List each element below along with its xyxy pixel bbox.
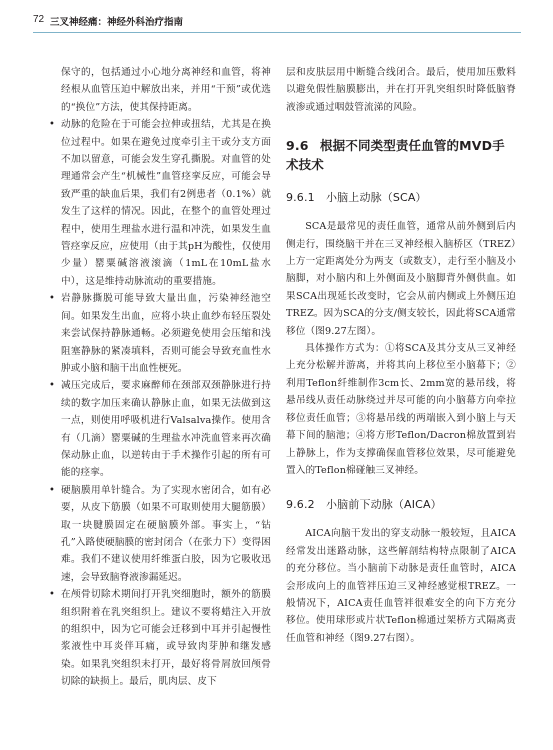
bullet-dot-icon: • (49, 484, 56, 496)
continued-paragraph: 层和皮肤层用中断缝合线闭合。最后，使用加压敷料以避免假性脑膜膨出，并在打开乳突组织时降低脑脊液渗或通过咽鼓管流涕的风险。 (286, 67, 516, 113)
bullet-item (49, 377, 271, 481)
bullet-text: 岩静脉撕脱可能导致大量出血，污染神经池空间。如果发生出血，应将小块止血纱布轻压裂处来尝试保持静脉通畅。必须避免使用会压缩和浅阻塞静脉的紧凑填料，否则可能会导致充血性水肿或小脑和脑干出血性梗死。 (61, 293, 271, 374)
bullet-dot-icon: • (49, 380, 56, 392)
section-number: 9.6 (286, 138, 309, 154)
bullet-text: 在颅骨切除术期间打开乳突细胞时，额外的筋膜组织附着在乳突组织上。建议不要将蜡注入开放的组织中，因为它可能会迁移到中耳并引起慢性浆液性中耳炎伴耳痛，或导致肉芽肿和继发感染。如果乳突组织未打开，最好将骨屑放回颅骨切除的缺损上。最后，肌肉层、皮下 (61, 589, 271, 688)
bullet-dot-icon: • (49, 589, 56, 601)
section-heading (286, 136, 516, 174)
subsection-heading (286, 190, 516, 206)
bullet-dot-icon: • (49, 119, 56, 131)
bullet-text: 硬脑膜用单针缝合。为了实现水密闭合，如有必要，从皮下筋膜（如果不可取则使用大腿筋膜）取一块腱膜固定在硬脑膜外部。事实上，“钻孔”入路使硬脑膜的密封闭合（在张力下）变得困难。我们不建议使用纤维蛋白胶，因为它吸收迅速，会导致脑脊液渗漏延迟。 (61, 484, 271, 583)
subsection-number: 9.6.1 (286, 191, 315, 205)
right-column (286, 64, 516, 647)
running-title: 三叉神经痛：神经外科治疗指南 (50, 17, 184, 28)
bullet-item (49, 290, 271, 377)
running-header (0, 0, 553, 40)
subsection-number: 9.6.2 (286, 498, 315, 512)
bullet-dot-icon: • (49, 293, 56, 305)
bullet-item (49, 586, 271, 690)
subsection-heading (286, 497, 516, 513)
page-number: 72 (33, 14, 45, 25)
body-paragraph: SCA是最常见的责任血管，通常从前外侧到后内侧走行，围绕脑干并在三叉神经根入脑桥区（TREZ）上方一定距离处分为两支（或数支），走行至小脑及小脑脚，对小脑内和上外侧面及小脑脚背外侧供血。如果SCA出现延长改变时，它会从前内侧或上外侧压迫TREZ。因为SCA的分支/侧支较长，因此将SCA通常移位（图9.27左图）。 (286, 221, 516, 337)
intro-paragraph: 保守的，包括通过小心地分离神经和血管，将神经根从血管压迫中解放出来，并用“干预”或优选的“换位”方法，使其保持距离。 (61, 67, 271, 113)
section-title: 根据不同类型责任血管的MVD手术技术 (286, 138, 505, 173)
bullet-item (49, 116, 271, 290)
subsection-title: 小脑前下动脉（AICA） (326, 498, 442, 512)
bullet-text: 减压完成后，要求麻醉师在颈部双颈静脉进行持续的数字加压来确认静脉止血，如果无法做到这一点，则使用呼吸机进行Valsalva操作。使用含有（几滴）罂粟碱的生理盐水冲洗血管来再次确保动脉止血，以逆转由于手术操作引起的所有可能的痉挛。 (61, 380, 271, 479)
bullet-text: 动脉的危险在于可能会拉伸或扭结，尤其是在换位过程中。如果在避免过度牵引主干或分支方面不加以留意，可能会发生穿孔撕脱。对血管的处理通常会产生“机械性”血管痉挛反应，可能会导致严重的缺血后果，我们有2例患者（0.1%）就发生了这样的情况。因此，在整个的血管处理过程中，使用生理盐水进行温和冲洗，如果发生血管痉挛反应，应使用（由于其pH为酸性，仅使用少量）罂粟碱溶液滚滴（1mL在10mL盐水中），这是维持动脉流动的重要措施。 (61, 119, 271, 287)
bullet-item (49, 482, 271, 586)
left-column (49, 64, 271, 691)
body-paragraph: AICA向脑干发出的穿支动脉一般较短，且AICA经常发出迷路动脉，这些解剖结构特点限制了AICA的充分移位。当小脑前下动脉是责任血管时，AICA会形成向上的血管袢压迫三叉神经感觉根TREZ。一般情况下，AICA责任血管袢很难安全的向下方充分移位。使用球形或片状Teflon棉通过架桥方式隔离责任血管和神经（图9.27右图）。 (286, 528, 516, 644)
header-rule (33, 32, 521, 33)
subsection-title: 小脑上动脉（SCA） (326, 191, 427, 205)
body-paragraph: 具体操作方式为：①将SCA及其分支从三叉神经上充分松解并游离，并将其向上移位至小脑幕下；②利用Teflon纤维制作3cm长、2mm宽的悬吊线，将悬吊线从责任动脉绕过并尽可能的向小脑幕方向牵拉移位责任血管；③将悬吊线的两端嵌入到小脑上与天幕下间的脑池；④将方形Teflon/Dacron棉放置到岩上静脉上，作为支撑确保血管移位效果，尽可能避免置入的Teflon棉碰触三叉神经。 (286, 343, 516, 476)
